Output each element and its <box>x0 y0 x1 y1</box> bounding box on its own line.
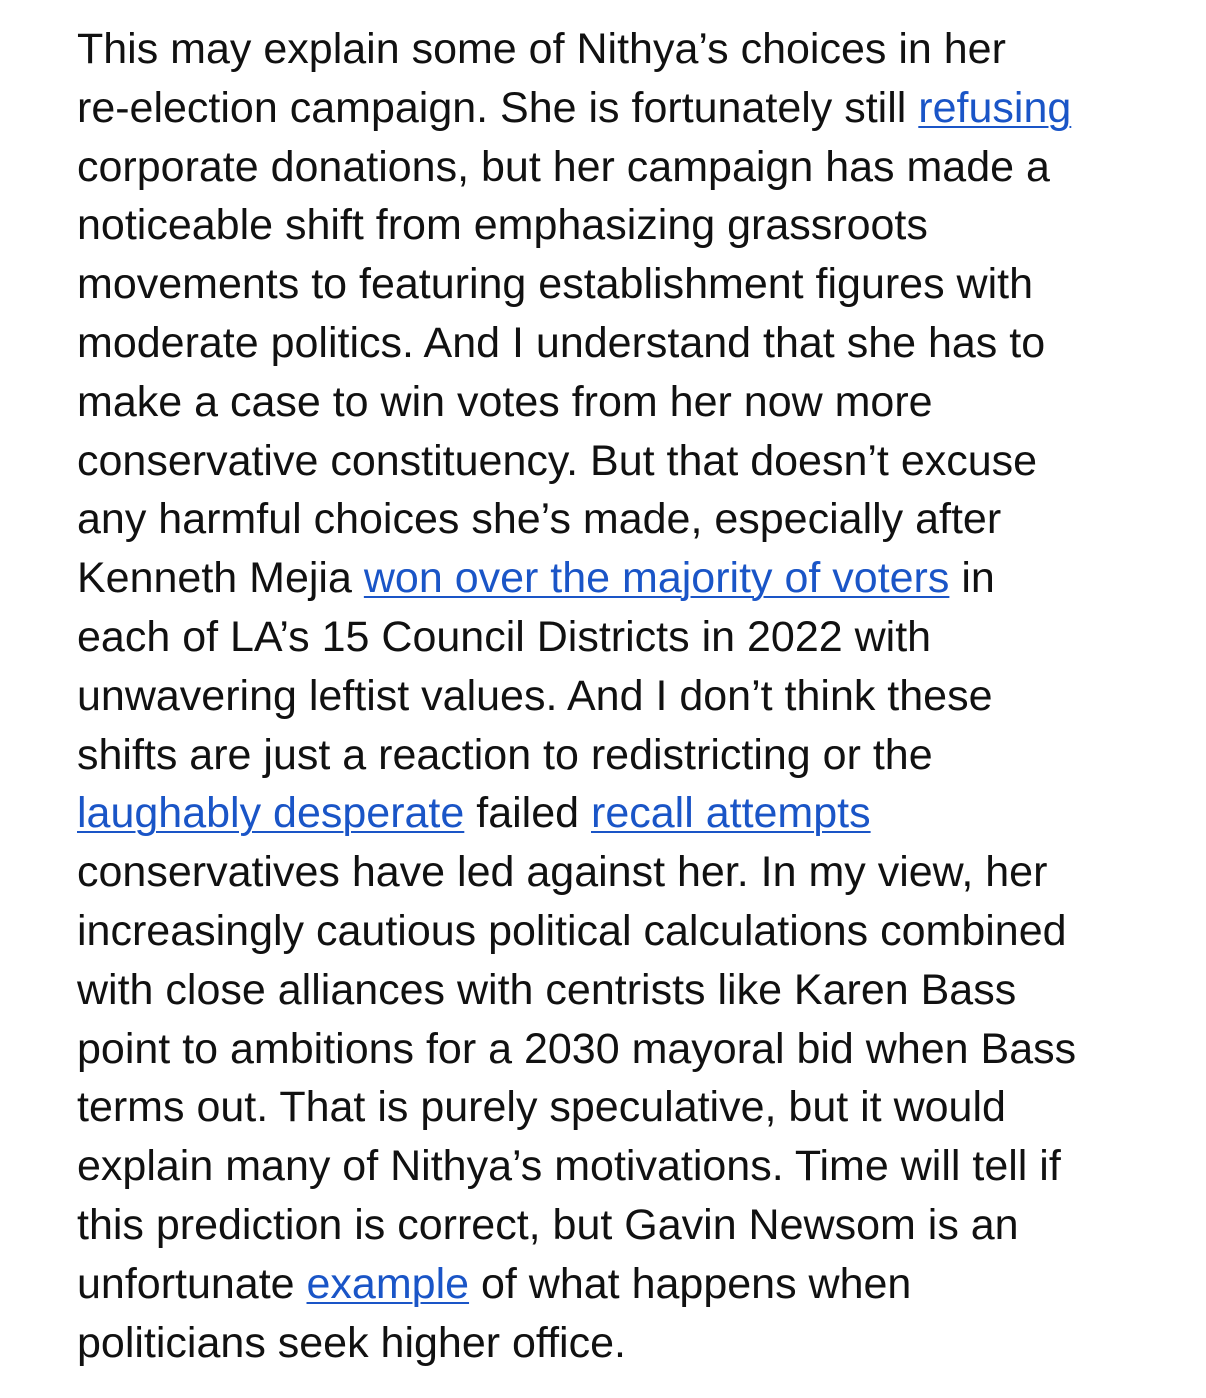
text-line <box>77 255 1157 314</box>
text-line <box>77 196 1157 255</box>
text-segment: explain many of Nithya’s motivations. Time will tell if <box>77 1142 1061 1191</box>
text-line <box>77 314 1157 373</box>
text-line <box>77 843 1157 902</box>
link-won-over-majority[interactable]: won over the majority of voters <box>363 554 950 603</box>
text-segment: unwavering leftist values. And I don’t think these <box>77 671 993 720</box>
text-segment: noticeable shift from emphasizing grassroots <box>77 201 928 250</box>
text-segment: This may explain some of Nithya’s choices in her <box>77 25 1006 73</box>
text-line <box>77 726 1157 785</box>
text-segment: conservative constituency. But that doesn’t excuse <box>77 436 1038 485</box>
text-segment: with close alliances with centrists like Karen Bass <box>77 965 1017 1014</box>
text-segment: corporate donations, but her campaign has made a <box>77 142 1050 191</box>
text-segment: make a case to win votes from her now more <box>77 377 933 426</box>
text-line <box>77 549 1157 608</box>
text-segment: terms out. That is purely speculative, but it would <box>77 1083 1006 1132</box>
text-segment: politicians seek higher office. <box>77 1318 626 1367</box>
text-segment: shifts are just a reaction to redistricting or the <box>77 730 933 779</box>
text-segment: Kenneth Mejia <box>77 554 364 603</box>
text-line <box>77 608 1157 667</box>
text-segment: unfortunate <box>77 1259 307 1308</box>
text-segment: this prediction is correct, but Gavin Newsom is an <box>77 1200 1019 1249</box>
text-segment: of what happens when <box>469 1259 912 1308</box>
text-line <box>77 961 1157 1020</box>
text-segment: increasingly cautious political calculations combined <box>77 906 1067 955</box>
text-line <box>77 1020 1157 1079</box>
text-line <box>77 667 1157 726</box>
text-segment: re-election campaign. She is fortunately still <box>77 83 919 132</box>
text-segment: point to ambitions for a 2030 mayoral bid when Bass <box>77 1024 1077 1073</box>
text-line <box>77 1314 1157 1373</box>
text-segment: in <box>949 554 995 603</box>
text-line <box>77 784 1157 843</box>
text-line <box>77 1078 1157 1137</box>
link-refusing[interactable]: refusing <box>918 83 1072 132</box>
text-segment: conservatives have led against her. In my view, her <box>77 848 1048 897</box>
article-paragraph <box>77 20 1157 1372</box>
link-laughably-desperate[interactable]: laughably desperate <box>77 789 465 838</box>
text-line <box>77 490 1157 549</box>
text-line <box>77 79 1157 138</box>
text-segment: movements to featuring establishment figures with <box>77 260 1034 309</box>
text-line <box>77 1196 1157 1255</box>
text-line <box>77 1255 1157 1314</box>
text-line <box>77 432 1157 491</box>
text-segment: any harmful choices she’s made, especially after <box>77 495 1002 544</box>
text-line <box>77 373 1157 432</box>
text-segment: failed <box>464 789 591 838</box>
text-line <box>77 138 1157 197</box>
text-line <box>77 1137 1157 1196</box>
text-line <box>77 902 1157 961</box>
text-segment: each of LA’s 15 Council Districts in 2022 with <box>77 612 932 661</box>
text-segment: moderate politics. And I understand that she has to <box>77 318 1046 367</box>
link-recall-attempts[interactable]: recall attempts <box>591 789 871 838</box>
text-line <box>77 20 1157 79</box>
link-example[interactable]: example <box>306 1259 470 1308</box>
